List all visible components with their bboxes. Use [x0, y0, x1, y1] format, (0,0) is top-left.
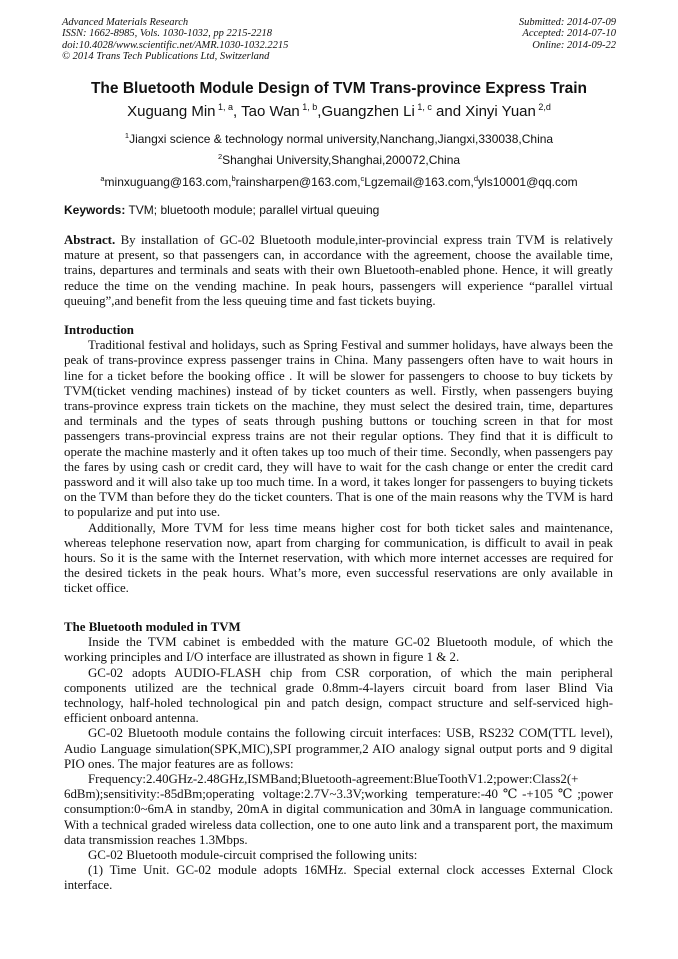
author-affil-sup: 1, b [299, 102, 318, 112]
submitted-date: Submitted: 2014-07-09 [518, 17, 616, 28]
author-separator: and [431, 103, 466, 120]
paragraph: GC-02 Bluetooth module contains the following circuit interfaces: USB, RS232 COM(TTL level), Audio Language simulation(SPK,MIC),SPI programmer,2 AIO analogy signal output ports and 9 digital PIO ones. The major features are as follows: [64, 726, 613, 771]
author-affil-sup: 2,d [535, 102, 551, 112]
email-sup: a [100, 174, 105, 183]
abstract [64, 233, 613, 309]
email: Lgzemail@163.com, [364, 175, 474, 189]
paragraph: Traditional festival and holidays, such as Spring Festival and summer holidays, have always been the peak of trans-province express passenger trains in China. Many passengers often have to wait hours in line for a ticket before the booking office . It will be slower for passengers to choose to buy tickets by TVM(ticket vending machines) instead of by ticket counters as well. Firstly, when passengers buying trans-province express train tickets on the machine, they must select the desired train, time, departures and terminals and the types of seats through pushing buttons or touching screen in that for most passengers trans-provincial express trains are not their regular options. They find that it is difficult to operate the machine masterly and it often takes up too much of their time. Secondly, when passengers pay the fares by using cash or credit card, they will have to wait for the cash change or enter the credit card password and it will also take up too much time. In a word, it takes longer for passengers to buying tickets on the TVM than before they do the ticket counters. That is one of the main reasons why the TVM is hard to popularize and put into use. [64, 338, 613, 520]
keywords-label: Keywords: [64, 203, 126, 217]
email: minxuguang@163.com, [104, 175, 232, 189]
journal-name: Advanced Materials Research [62, 17, 189, 28]
journal-doi: doi:10.4028/www.scientific.net/AMR.1030-1032.2215 [62, 39, 289, 51]
author-list [0, 102, 678, 120]
abstract-paragraph [64, 233, 613, 309]
email: rainsharpen@163.com, [235, 175, 361, 189]
email: yls10001@qq.com [478, 175, 578, 189]
paragraph: Additionally, More TVM for less time means higher cost for both ticket sales and maintenance, whereas telephone reservation now, apart from charging for communication, is difficult to avail in peak hours. So it is the same with the Internet reservation, with which more internet accesses are required for the desired tickets in the peak hours. What’s more, even successful reservations are only available in ticket office. [64, 520, 613, 596]
paragraph: GC-02 adopts AUDIO-FLASH chip from CSR corporation, of which the main peripheral components utilized are the technical grade 0.8mm-4-layers circuit board from laser Blind Via technology, half-holed technological pin and patch design, compact structure and self-serviced high-efficient onboard antenna. [64, 665, 613, 726]
author-separator: , [317, 103, 322, 120]
affiliation-sup: 1 [124, 131, 130, 140]
accepted-date: Accepted: 2014-07-10 [522, 28, 616, 40]
author-name: Tao Wan [241, 103, 300, 120]
author-name: Xinyi Yuan [465, 103, 536, 120]
abstract-text: By installation of GC-02 Bluetooth module,inter-provincial express train TVM is relatively mature at present, so that passengers can, in accordance with the agreement, choose the available time, trains, departures and terminals and seats with their own Bluetooth-enabled phone. Hence, it will greatly reduce the time on the vending machine. In peak hours, passengers will experience “parallel virtual queuing”,and benefit from the less queuing time and fast tickets buying. [64, 233, 613, 308]
author-affil-sup: 1, a [215, 102, 234, 112]
affiliation [0, 131, 678, 146]
abstract-label: Abstract. [64, 233, 116, 247]
paragraph: Frequency:2.40GHz-2.48GHz,ISMBand;Bluetooth-agreement:BlueToothV1.2;power:Class2(+ 6dBm);sensitivity:-85dBm;operating voltage:2.7V~3.3V;working temperature:-40℃-+105℃;power consumption:0~6mA in standby, 20mA in digital communication and 30mA in language communication. With a technical graded wireless data collection, one to one auto link and a transparent port, the maximum data transmission reaches 1.3Mbps. [64, 772, 613, 847]
online-date: Online: 2014-09-22 [532, 39, 616, 51]
paragraph: Inside the TVM cabinet is embedded with the mature GC-02 Bluetooth module, of which the working principles and I/O interface are illustrated as shown in figure 1 & 2. [64, 635, 613, 665]
author-separator: , [233, 103, 242, 120]
author-name: Xuguang Min [127, 103, 216, 120]
paragraph: (1) Time Unit. GC-02 module adopts 16MHz. Special external clock accesses External Clock interface. [64, 863, 613, 893]
section-heading: Introduction [64, 323, 134, 337]
author-name: Guangzhen Li [321, 103, 415, 120]
affiliation [0, 152, 678, 167]
keywords-text: TVM; bluetooth module; parallel virtual queuing [125, 203, 380, 217]
author-emails [0, 174, 678, 189]
bluetooth-section [64, 620, 613, 894]
affiliation-text: Jiangxi science & technology normal university,Nanchang,Jiangxi,330038,China [129, 132, 554, 146]
section-heading: The Bluetooth moduled in TVM [64, 620, 241, 634]
keywords [64, 203, 379, 217]
journal-copyright: © 2014 Trans Tech Publications Ltd, Switzerland [62, 51, 270, 63]
affiliation-text: Shanghai University,Shanghai,200072,China [222, 153, 461, 167]
journal-issn: ISSN: 1662-8985, Vols. 1030-1032, pp 2215-2218 [62, 28, 272, 40]
journal-info [62, 17, 288, 63]
affiliation-sup: 2 [217, 152, 223, 161]
paper-title: The Bluetooth Module Design of TVM Trans-province Express Train [90, 80, 588, 97]
introduction-section [64, 323, 613, 597]
email-sup: b [231, 174, 236, 183]
submission-dates [519, 17, 616, 51]
email-sup: d [473, 174, 479, 183]
paragraph: GC-02 Bluetooth module-circuit comprised the following units: [88, 848, 418, 863]
author-affil-sup: 1, c [414, 102, 432, 112]
email-sup: c [360, 174, 365, 183]
